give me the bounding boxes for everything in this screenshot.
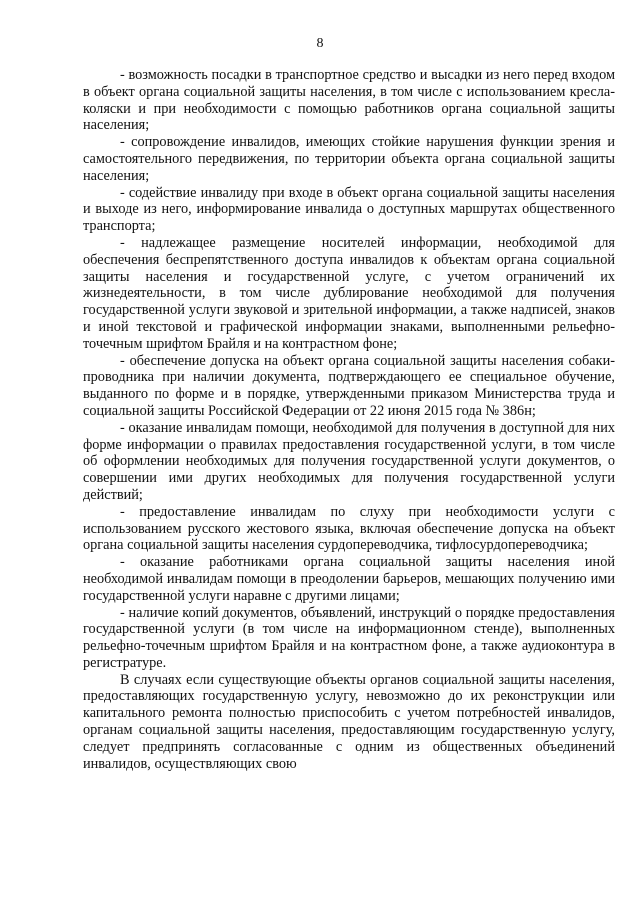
paragraph-escort-visually-impaired: - сопровождение инвалидов, имеющих стойкие нарушения функции зрения и самостоятельного передвижения, по территории объекта органа социальной защиты населения; <box>83 134 615 184</box>
paragraph-boarding-vehicle: - возможность посадки в транспортное средство и высадки из него перед входом в объект органа социальной защиты населения, в том числе с использованием кресла-коляски и при необходимости с помощью работников органа социальной защиты населения; <box>83 67 615 134</box>
paragraph-braille-documents: - наличие копий документов, объявлений, инструкций о порядке предоставления государственной услуги (в том числе на информационном стенде), выполненных рельефно-точечным шрифтом Брайля и на контрастном фоне, а также аудиоконтура в регистратуре. <box>83 604 615 671</box>
body-text <box>83 67 615 772</box>
paragraph-information-placement: - надлежащее размещение носителей информации, необходимой для обеспечения беспрепятственного доступа инвалидов к объектам органа социальной защиты населения и государственной услуге, с учетом ограничений их жизнедеятельности, в том числе дублирование необходимой для получения государственной услуги звуковой и зрительной информации, а также надписей, знаков и иной текстовой и графической информации знаками, выполненными рельефно-точечным шрифтом Брайля и на контрастном фоне; <box>83 234 615 352</box>
page-number: 8 <box>316 36 324 51</box>
paragraph-staff-help: - оказание работниками органа социальной защиты населения иной необходимой инвалидам помощи в преодолении барьеров, мешающих получению ими государственной услуги наравне с другими лицами; <box>83 554 615 604</box>
paragraph-guide-dog-access: - обеспечение допуска на объект органа социальной защиты населения собаки-проводника при наличии документа, подтверждающего ее специальное обучение, выданного по форме и в порядке, утвержденными приказом Министерства труда и социальной защиты Российской Федерации от 22 июня 2015 года № 386н; <box>83 352 615 419</box>
paragraph-entry-assistance: - содействие инвалиду при входе в объект органа социальной защиты населения и выходе из него, информирование инвалида о доступных маршрутах общественного транспорта; <box>83 184 615 235</box>
paragraph-assistance-information: - оказание инвалидам помощи, необходимой для получения в доступной для них форме информации о правилах предоставления государственной услуги, в том числе об оформлении необходимых для получения государственной услуги документов, о совершении ими других необходимых для получения государственной услуги действий; <box>83 419 615 503</box>
paragraph-sign-language: - предоставление инвалидам по слуху при необходимости услуги с использованием русского жестового языка, включая обеспечение допуска на объект органа социальной защиты населения сурдопереводчика, тифлосурдопереводчика; <box>83 503 615 554</box>
paragraph-reconstruction-cases: В случаях если существующие объекты органов социальной защиты населения, предоставляющих государственную услугу, невозможно до их реконструкции или капитального ремонта полностью приспособить с учетом потребностей инвалидов, органам социальной защиты населения, предоставляющим государственную услугу, следует предпринять согласованные с одним из общественных объединений инвалидов, осуществляющих свою <box>83 671 615 772</box>
